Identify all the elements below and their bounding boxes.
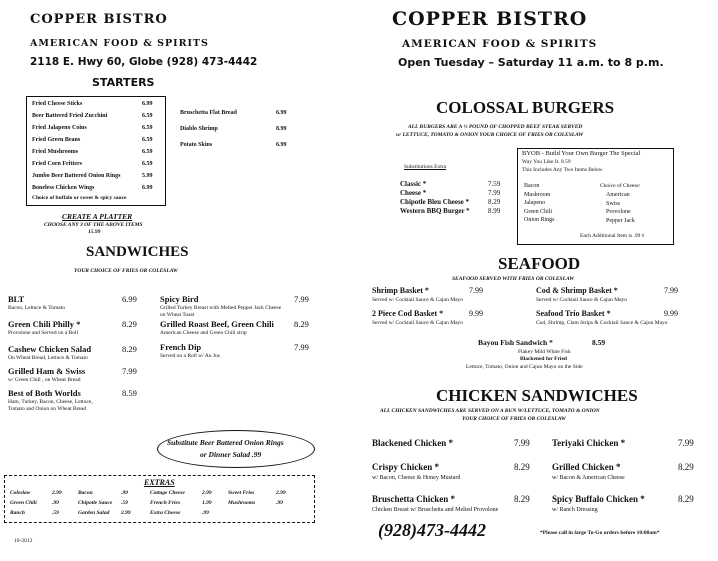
sandwich-price: 8.29 <box>122 344 137 354</box>
seafood-price: 7.99 <box>469 286 483 295</box>
sandwich-price: 8.29 <box>122 319 137 329</box>
starter-side-name: Diablo Shrimp <box>180 126 218 132</box>
starter-item-price: 6.59 <box>142 149 153 155</box>
chicken-price: 8.29 <box>678 462 694 472</box>
starter-item-price: 6.59 <box>142 113 153 119</box>
extra-item-name: Mushrooms <box>228 500 256 506</box>
sandwich-price: 7.99 <box>294 342 309 352</box>
byob-line3: This Includes Any Two Items Below <box>522 167 603 173</box>
sandwich-desc: on Wheat Toast <box>160 312 195 318</box>
wings-note: Choice of buffalo or sweet & spicy sauce <box>32 195 127 201</box>
chicken-name: Crispy Chicken * <box>372 462 440 472</box>
byob-cheese: Provolone <box>606 209 631 215</box>
extra-item-name: Chipotle Sauce <box>78 500 113 506</box>
burger-name: Western BBQ Burger * <box>400 207 470 215</box>
sandwich-desc: Ham, Turkey, Bacon, Cheese, Lettuce, <box>8 399 93 405</box>
byob-topping: Mushroom <box>524 191 551 198</box>
burger-price: 7.99 <box>488 189 501 197</box>
sandwiches-subheading: YOUR CHOICE OF FRIES OR COLESLAW <box>74 268 178 274</box>
chicken-price: 8.29 <box>514 494 530 504</box>
extra-item-name: Coleslaw <box>10 490 31 496</box>
substitute-line2: or Dinner Salad .99 <box>200 450 262 459</box>
extra-item-name: Sweet Fries <box>228 490 255 496</box>
sandwich-name: Grilled Ham & Swiss <box>8 366 86 376</box>
chicken-heading: CHICKEN SANDWICHES <box>436 386 638 405</box>
burger-price: 8.99 <box>488 207 501 215</box>
extra-item-name: Ranch <box>10 510 25 516</box>
extra-item-price: 2.99 <box>276 490 286 496</box>
sandwich-desc: Served on a Roll w/ Au Jus <box>160 353 220 359</box>
byob-topping: Green Chili <box>524 208 553 215</box>
sandwich-name: Grilled Roast Beef, Green Chili <box>160 319 274 329</box>
sandwich-desc: American Cheese and Green Chili strip <box>160 330 247 336</box>
starter-item-price: 6.59 <box>142 125 153 131</box>
sandwich-name: French Dip <box>160 342 202 352</box>
seafood-desc: Cod, Shrimp, Clam Strips & Cocktail Sauce & Cajun Mayo <box>536 320 668 326</box>
bayou-desc3: Lettuce, Tomato, Onion and Cajun Mayo on the Side <box>466 364 583 370</box>
call-note: *Please call in large To-Go orders before 10:00am* <box>540 530 660 536</box>
chicken-note1: ALL CHICKEN SANDWICHES ARE SERVED ON A BUN W/LETTUCE, TOMATO & ONION <box>380 408 600 414</box>
bayou-desc1: Flakey Mild White Fish <box>518 349 571 355</box>
cheese-label: Choice of Cheese: <box>600 183 641 189</box>
burgers-heading: COLOSSAL BURGERS <box>436 98 615 117</box>
seafood-name: Cod & Shrimp Basket * <box>536 286 618 295</box>
starter-item-price: 6.59 <box>142 161 153 167</box>
seafood-desc: Served w/ Cocktail Sauce & Cajun Mayo <box>372 320 464 326</box>
sandwich-name: Cashew Chicken Salad <box>8 344 92 354</box>
seafood-heading: SEAFOOD <box>498 254 581 273</box>
seafood-name: Seafood Trio Basket * <box>536 309 611 318</box>
burger-name: Classic * <box>400 180 427 188</box>
byob-cheese: Pepper Jack <box>606 217 635 224</box>
sandwich-desc: Bacon, Lettuce & Tomato <box>8 305 65 311</box>
sandwich-name: BLT <box>8 294 25 304</box>
starter-side-name: Potato Skins <box>180 142 213 148</box>
burger-price: 7.59 <box>488 180 501 188</box>
starter-item-price: 6.59 <box>142 137 153 143</box>
starter-item-name: Fried Green Beans <box>32 137 81 143</box>
extra-item-price: .59 <box>52 510 59 516</box>
byob-topping: Bacon <box>524 183 540 189</box>
chicken-desc: w/ Bacon & American Cheese <box>552 475 625 481</box>
left-address: 2118 E. Hwy 60, Globe (928) 473-4442 <box>30 56 258 68</box>
sandwiches-heading: SANDWICHES <box>86 244 189 260</box>
chicken-name: Blackened Chicken * <box>372 438 454 448</box>
extra-item-name: Green Chili <box>10 500 37 506</box>
left-title: COPPER BISTRO <box>30 12 168 27</box>
seafood-name: Shrimp Basket * <box>372 286 429 295</box>
extra-item-name: Bacon <box>78 490 93 496</box>
chicken-desc: w/ Bacon, Cheese & Honey Mustard <box>372 475 461 481</box>
starter-item-price: 5.99 <box>142 173 153 179</box>
substitute-line1: Substitute Beer Battered Onion Rings <box>167 438 284 447</box>
chicken-name: Teriyaki Chicken * <box>552 438 626 448</box>
sandwich-name: Green Chili Philly * <box>8 319 81 329</box>
sandwich-desc: Tomato and Onion on Wheat Bread <box>8 406 87 412</box>
starter-side-price: 6.99 <box>276 142 287 148</box>
extra-item-price: .99 <box>276 500 283 506</box>
extra-item-name: Cottage Cheese <box>150 490 185 496</box>
byob-cheese: American <box>606 192 630 198</box>
chicken-price: 7.99 <box>678 438 694 448</box>
platter-price: 15.99 <box>88 229 101 235</box>
platter-note: CHOOSE ANY 3 OF THE ABOVE ITEMS <box>44 222 143 228</box>
starter-item-price: 6.99 <box>142 185 153 191</box>
sandwich-price: 6.99 <box>122 294 137 304</box>
extra-item-price: 1.99 <box>202 500 212 506</box>
footer-code: 10-2013 <box>14 538 33 544</box>
starter-item-name: Fried Cheese Sticks <box>32 101 83 107</box>
sandwich-price: 7.99 <box>122 366 137 376</box>
byob-topping: Onion Rings <box>524 217 555 223</box>
extra-item-price: .59 <box>121 500 128 506</box>
extra-item-price: 2.99 <box>202 490 212 496</box>
seafood-desc: Served w/ Cocktail Sauce & Cajun Mayo <box>372 297 464 303</box>
extra-item-price: .99 <box>52 500 59 506</box>
starters-heading: STARTERS <box>92 76 155 89</box>
extra-item-name: Extra Cheese <box>150 510 181 516</box>
sandwich-name: Best of Both Worlds <box>8 388 81 398</box>
burger-price: 8.29 <box>488 198 501 206</box>
bayou-desc2: Blackened for Fried <box>520 356 567 362</box>
left-subtitle: AMERICAN FOOD & SPIRITS <box>30 38 209 49</box>
chicken-desc: Chicken Breast w/ Bruschetta and Melted Provolone <box>372 507 499 513</box>
right-hours: Open Tuesday – Saturday 11 a.m. to 8 p.m. <box>398 56 664 69</box>
bayou-name: Bayou Fish Sandwich * <box>478 338 553 347</box>
seafood-price: 9.99 <box>664 309 678 318</box>
byob-topping: Jalapeno <box>524 200 545 206</box>
extras-heading: EXTRAS <box>144 478 175 487</box>
extra-item-name: French Fries <box>150 500 181 506</box>
chicken-name: Bruschetta Chicken * <box>372 494 455 504</box>
starter-item-name: Beer Battered Fried Zucchini <box>32 113 108 119</box>
starter-side-price: 8.99 <box>276 126 287 132</box>
burgers-sub-label: Substitutions Extra <box>404 164 447 170</box>
chicken-price: 8.29 <box>514 462 530 472</box>
seafood-price: 7.99 <box>664 286 678 295</box>
byob-title: BYOB - Build Your Own Burger The Special <box>522 150 641 157</box>
chicken-price: 7.99 <box>514 438 530 448</box>
extra-item-price: .99 <box>121 490 128 496</box>
extra-item-price: 2.99 <box>52 490 62 496</box>
chicken-name: Grilled Chicken * <box>552 462 621 472</box>
starter-side-price: 6.99 <box>276 110 287 116</box>
sandwich-desc: w/ Green Chili , on Wheat Bread <box>8 377 81 383</box>
sandwich-desc: Grilled Turkey Breast with Melted Pepper Jack Cheese <box>160 305 282 311</box>
chicken-desc: w/ Ranch Dressing <box>552 507 598 513</box>
seafood-desc: Served w/ Cocktail Sauce & Cajun Mayo <box>536 297 628 303</box>
burgers-note1: ALL BURGERS ARE A ½ POUND OF CHOPPED BEEF STEAK SERVED <box>408 124 583 130</box>
byob-each-item: Each Additional Item is .99 ¢ <box>580 233 645 239</box>
byob-line2: Way You Like It. 8.59 <box>522 159 571 165</box>
sandwich-desc: Provolone and Served on a Roll <box>8 330 79 336</box>
platter-title: CREATE A PLATTER <box>62 212 133 221</box>
right-title: COPPER BISTRO <box>392 8 588 30</box>
bayou-price: 8.59 <box>592 338 606 347</box>
starter-item-name: Fried Corn Fritters <box>32 161 82 167</box>
starter-item-name: Fried Mushrooms <box>32 149 79 155</box>
chicken-note2: YOUR CHOICE OF FRIES OR COLESLAW <box>462 416 566 422</box>
sandwich-price: 8.59 <box>122 388 137 398</box>
chicken-name: Spicy Buffalo Chicken * <box>552 494 645 504</box>
sandwich-name: Spicy Bird <box>160 294 199 304</box>
extra-item-name: Garden Salad <box>78 510 110 516</box>
substitute-ellipse <box>157 430 315 468</box>
extra-item-price: .99 <box>202 510 209 516</box>
starter-side-name: Bruschetta Flat Bread <box>180 110 237 116</box>
burger-name: Cheese * <box>400 189 427 197</box>
byob-cheese: Swiss <box>606 200 621 207</box>
seafood-subheading: SEAFOOD SERVED WITH FRIES OR COLESLAW <box>452 276 575 282</box>
phone-number: (928)473-4442 <box>378 520 486 540</box>
chicken-price: 8.29 <box>678 494 694 504</box>
burger-name: Chipotle Bleu Cheese * <box>400 198 470 206</box>
starter-item-name: Fried Jalapeno Coins <box>32 125 87 131</box>
starter-item-price: 6.99 <box>142 101 153 107</box>
right-subtitle: AMERICAN FOOD & SPIRITS <box>402 38 598 50</box>
seafood-name: 2 Piece Cod Basket * <box>372 309 444 318</box>
seafood-price: 9.99 <box>469 309 483 318</box>
sandwich-desc: On Wheat Bread, Lettuce & Tomato <box>8 355 88 361</box>
starter-item-name: Boneless Chicken Wings <box>32 185 95 191</box>
starter-item-name: Jumbo Beer Battered Onion Rings <box>32 173 121 179</box>
sandwich-price: 7.99 <box>294 294 309 304</box>
extra-item-price: 2.99 <box>121 510 131 516</box>
burgers-note2: w/ LETTUCE, TOMATO & ONION YOUR CHOICE OF FRIES OR COLESLAW <box>396 132 584 138</box>
sandwich-price: 8.29 <box>294 319 309 329</box>
